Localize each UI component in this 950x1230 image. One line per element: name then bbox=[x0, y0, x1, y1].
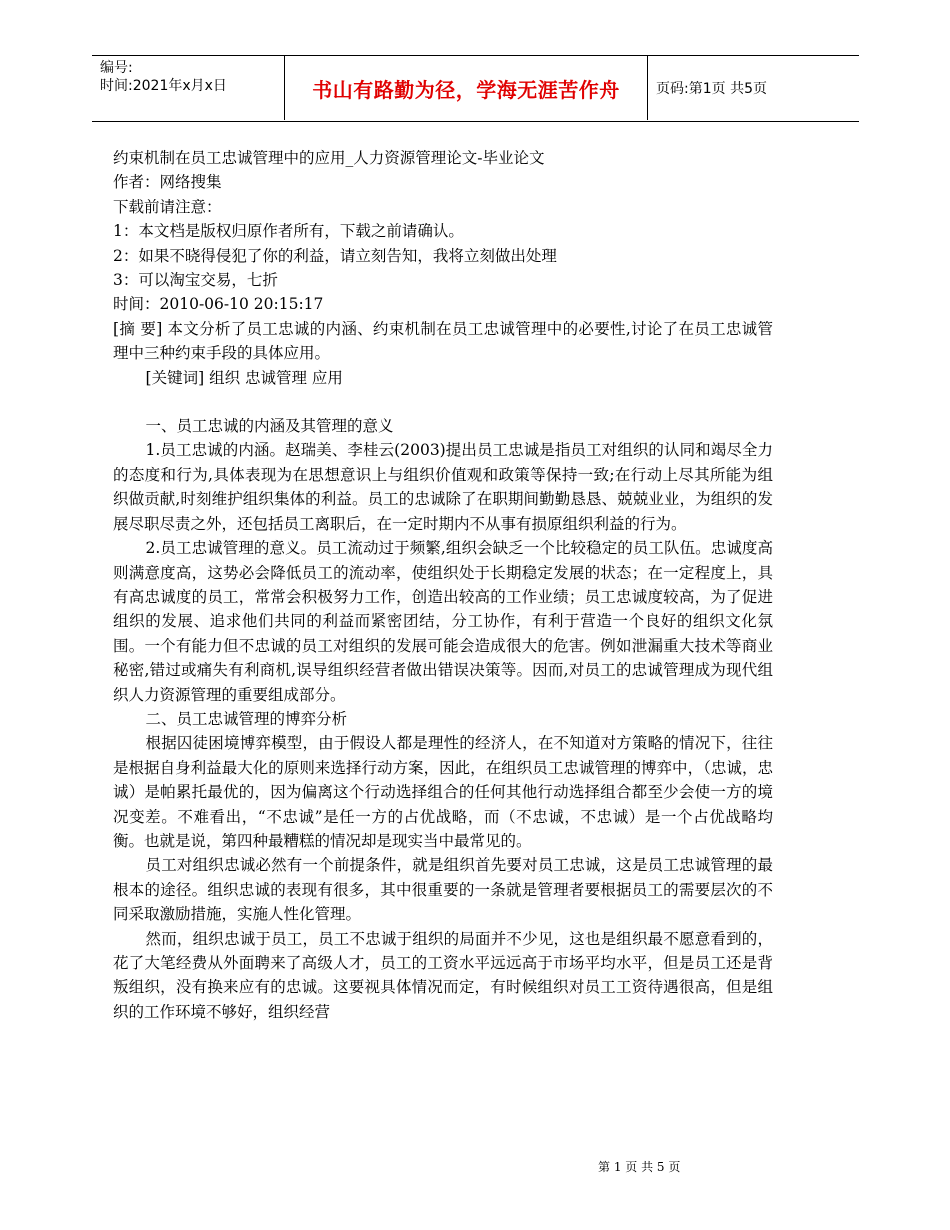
paragraph-2: 2.员工忠诚管理的意义。员工流动过于频繁,组织会缺乏一个比较稳定的员工队伍。忠诚度高则满意度高，这势必会降低员工的流动率，使组织处于长期稳定发展的状态；在一定程度上，具有高忠诚度的员工，常常会积极努力工作，创造出较高的工作业绩；员工忠诚度较高，为了促进组织的发展、追求他们共同的利益而紧密团结，分工协作，有利于营造一个良好的组织文化氛围。一个有能力但不忠诚的员工对组织的发展可能会造成很大的危害。例如泄漏重大技术等商业秘密,错过或痛失有利商机,误导组织经营者做出错误决策等。因而,对员工的忠诚管理成为现代组织人力资源管理的重要组成部分。 bbox=[113, 539, 773, 704]
notice-item-2: 2：如果不晓得侵犯了你的利益，请立刻告知，我将立刻做出处理 bbox=[113, 246, 557, 265]
download-notice-heading: 下载前请注意： bbox=[113, 197, 222, 216]
paragraph-3: 根据囚徒困境博弈模型，由于假设人都是理性的经济人，在不知道对方策略的情况下，往往是根据自身利益最大化的原则来选择行动方案，因此，在组织员工忠诚管理的博弈中，（忠诚，忠诚）是帕累托最优的，因为偏离这个行动选择组合的任何其他行动选择组合都至少会使一方的境况变差。不难看出，“不忠诚”是任一方的占优战略，而（不忠诚，不忠诚）是一个占优战略均衡。也就是说，第四种最糟糕的情况却是现实当中最常见的。 bbox=[113, 734, 773, 850]
section-heading-1: 一、员工忠诚的内涵及其管理的意义 bbox=[145, 417, 394, 436]
header-left bbox=[100, 59, 227, 95]
keywords: [关键词] 组织 忠诚管理 应用 bbox=[145, 368, 343, 387]
paragraph-1: 1.员工忠诚的内涵。赵瑞美、李桂云(2003)提出员工忠诚是指员工对组织的认同和竭尽全力的态度和行为,具体表现为在思想意识上与组织价值观和政策等保持一致;在行动上尽其所能为组织做贡献,时刻维护组织集体的利益。员工的忠诚除了在职期间勤勤恳恳、兢兢业业，为组织的发展尽职尽责之外，还包括员工离职后，在一定时期内不从事有损原组织利益的行为。 bbox=[113, 441, 773, 533]
document-title: 约束机制在员工忠诚管理中的应用_人力资源管理论文-毕业论文 bbox=[113, 149, 545, 167]
header-page-number: 页码:第1页 共5页 bbox=[656, 81, 767, 97]
paragraph-4: 员工对组织忠诚必然有一个前提条件，就是组织首先要对员工忠诚，这是员工忠诚管理的最根本的途径。组织忠诚的表现有很多，其中很重要的一条就是管理者要根据员工的需要层次的不同采取激励措施，实施人性化管理。 bbox=[113, 856, 773, 924]
spacer bbox=[113, 390, 773, 414]
document-body bbox=[113, 146, 773, 1024]
document-time: 时间：2010-06-10 20:15:17 bbox=[113, 295, 324, 314]
page-header bbox=[92, 55, 859, 122]
document-time-label: 时间:2021年x月x日 bbox=[100, 78, 227, 94]
notice-item-1: 1：本文档是版权归原作者所有，下载之前请确认。 bbox=[113, 222, 464, 241]
header-motto-box bbox=[284, 56, 648, 120]
header-motto: 书山有路勤为径，学海无涯苦作舟 bbox=[312, 77, 620, 102]
page-footer: 第 1 页 共 5 页 bbox=[598, 1160, 681, 1174]
section-heading-2: 二、员工忠诚管理的博弈分析 bbox=[145, 709, 348, 728]
document-author: 作者：网络搜集 bbox=[113, 173, 222, 192]
paragraph-5: 然而，组织忠诚于员工，员工不忠诚于组织的局面并不少见，这也是组织最不愿意看到的，花了大笔经费从外面聘来了高级人才，员工的工资水平远远高于市场平均水平，但是员工还是背叛组织，没有换来应有的忠诚。这要视具体情况而定，有时候组织对员工工资待遇很高，但是组织的工作环境不够好，组织经营 bbox=[113, 929, 773, 1021]
document-number-label: 编号: bbox=[100, 60, 133, 76]
abstract: [摘 要] 本文分析了员工忠诚的内涵、约束机制在员工忠诚管理中的必要性,讨论了在员工忠诚管理中三种约束手段的具体应用。 bbox=[113, 319, 773, 363]
notice-item-3: 3：可以淘宝交易，七折 bbox=[113, 271, 278, 290]
